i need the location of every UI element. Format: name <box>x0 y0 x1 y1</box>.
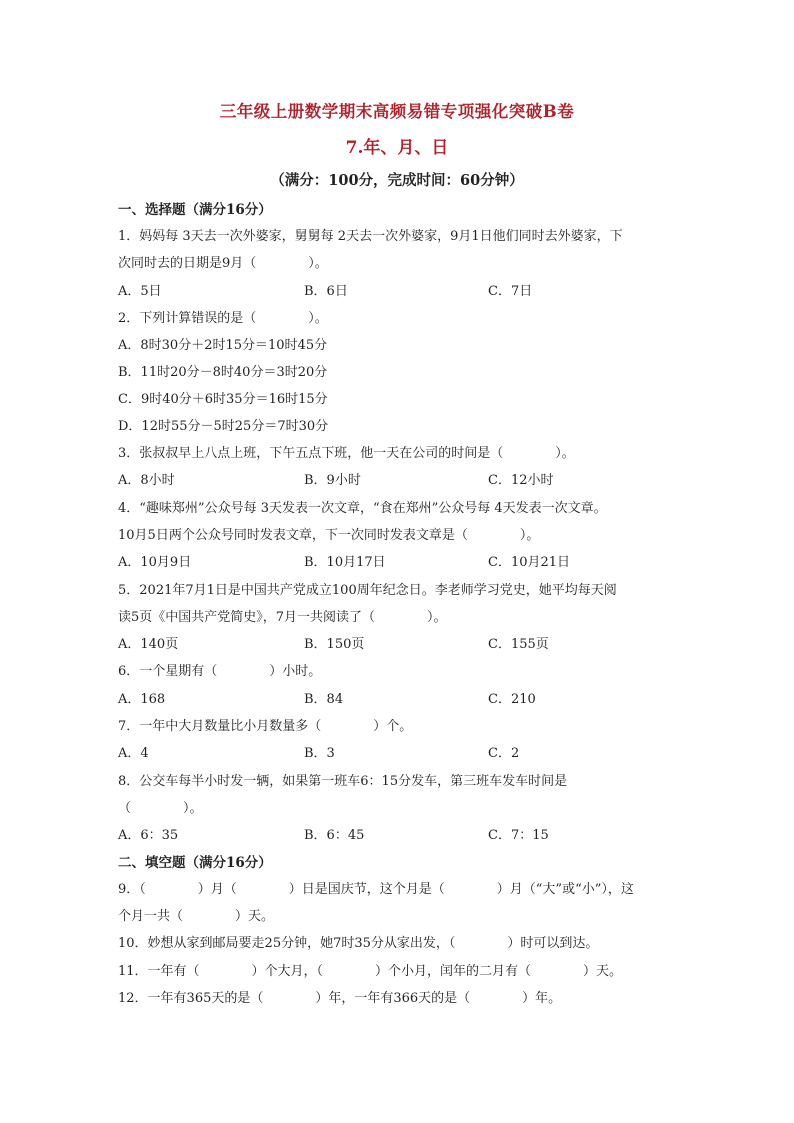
question-7-text: 7．一年中大月数量比小月数量多（ ）个。 <box>118 719 413 734</box>
option-c: C．155页 <box>488 637 549 652</box>
question-4-text: 4．“趣味郑州”公众号每 3天发表一次文章，“食在郑州”公众号每 4天发表一次文章。 <box>118 501 607 516</box>
question-4-text-cont: 10月5日两个公众号同时发表文章，下一次同时发表文章是（ ）。 <box>118 528 540 543</box>
option-c: C．210 <box>488 692 536 707</box>
question-4-options <box>118 554 718 572</box>
option-a: A．4 <box>118 746 149 761</box>
option-c: C．7日 <box>488 284 533 299</box>
section-heading-fill: 二、填空题（满分16分） <box>118 855 272 871</box>
score-note: （满分：100分，完成时间：60分钟） <box>270 172 524 189</box>
section-heading-choice: 一、选择题（满分16分） <box>118 202 272 218</box>
question-2-option-a: A．8时30分＋2时15分＝10时45分 <box>118 338 328 353</box>
question-6-options <box>118 691 718 709</box>
question-1-text-cont: 次同时去的日期是9月（ ）。 <box>118 256 328 271</box>
worksheet-title: 三年级上册数学期末高频易错专项强化突破B卷 <box>219 102 575 121</box>
question-6-text: 6．一个星期有（ ）小时。 <box>118 664 322 679</box>
option-c: C．2 <box>488 746 520 761</box>
option-a: A．6：35 <box>118 828 179 843</box>
option-c: C．10月21日 <box>488 555 571 570</box>
option-c: C．7：15 <box>488 828 549 843</box>
option-a: A．10月9日 <box>118 555 192 570</box>
question-5-options <box>118 636 718 654</box>
question-12-text: 12．一年有365天的是（ ）年，一年有366天的是（ ）年。 <box>118 991 562 1006</box>
option-c: C．12小时 <box>488 473 554 488</box>
option-b: B．9小时 <box>304 473 361 488</box>
option-a: A．168 <box>118 692 166 707</box>
question-9-text: 9．（ ）月（ ）日是国庆节，这个月是（ ）月（“大”或“小”），这 <box>118 882 634 897</box>
question-8-text-cont: （ ）。 <box>118 801 203 816</box>
question-2-text: 2．下列计算错误的是（ ）。 <box>118 311 328 326</box>
question-2-option-d: D．12时55分－5时25分＝7时30分 <box>118 419 329 434</box>
option-a: A．5日 <box>118 284 162 299</box>
question-7-options <box>118 745 718 763</box>
option-b: B．10月17日 <box>304 555 386 570</box>
option-b: B．150页 <box>304 637 365 652</box>
question-1-text: 1．妈妈每 3天去一次外婆家，舅舅每 2天去一次外婆家，9月1日他们同时去外婆家，下 <box>118 229 623 244</box>
worksheet-subtitle: 7.年、月、日 <box>345 138 449 158</box>
question-2-option-c: C．9时40分＋6时35分＝16时15分 <box>118 392 328 407</box>
question-8-options <box>118 827 718 845</box>
question-5-text-cont: 读5页《中国共产党简史》，7月一共阅读了（ ）。 <box>118 610 447 625</box>
question-3-options <box>118 472 718 490</box>
option-b: B．3 <box>304 746 335 761</box>
option-b: B．84 <box>304 692 344 707</box>
question-11-text: 11．一年有（ ）个大月，（ ）个小月，闰年的二月有（ ）天。 <box>118 964 623 979</box>
question-8-text: 8．公交车每半小时发一辆，如果第一班车6：15分发车，第三班车发车时间是 <box>118 774 568 789</box>
option-b: B．6：45 <box>304 828 365 843</box>
option-a: A．8小时 <box>118 473 175 488</box>
question-1-options <box>118 283 718 301</box>
question-10-text: 10．妙想从家到邮局要走25分钟，她7时35分从家出发，（ ）时可以到达。 <box>118 936 599 951</box>
question-5-text: 5．2021年7月1日是中国共产党成立100周年纪念日。李老师学习党史，她平均每天阅 <box>118 583 617 598</box>
option-b: B．6日 <box>304 284 348 299</box>
option-a: A．140页 <box>118 637 179 652</box>
question-3-text: 3．张叔叔早上八点上班，下午五点下班，他一天在公司的时间是（ ）。 <box>118 446 575 461</box>
question-2-option-b: B．11时20分－8时40分＝3时20分 <box>118 365 328 380</box>
question-9-text-cont: 个月一共（ ）天。 <box>118 909 275 924</box>
